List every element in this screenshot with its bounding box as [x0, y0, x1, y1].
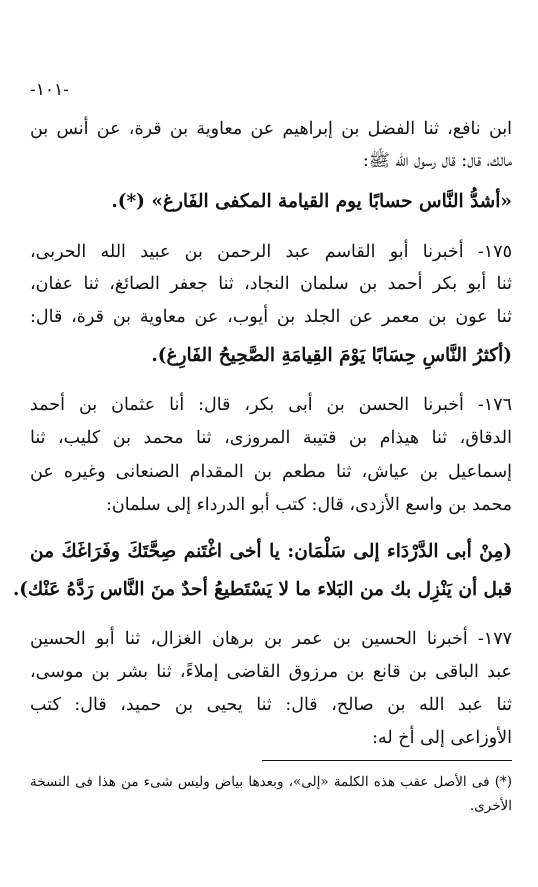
body-line: الأوزاعى إلى أخ له: [372, 728, 512, 748]
body-line: ١٧٥- أخبرنا أبو القاسم عبد الرحمن بن عبيد الله الحربى، [30, 242, 512, 262]
body-line: ثنا أبو بكر أحمد بن سلمان النجاد، ثنا جعفر الصائغ، ثنا عفان، [30, 274, 512, 294]
athar-quote: (أكثرُ النَّاسِ حِسَابًا يَوْمَ القِيامَةِ الصَّحِيحُ الفَارِغ). [151, 345, 512, 366]
body-line: إسماعيل بن عياش، ثنا مطعم بن المقدام الصنعانى وغيره عن [30, 462, 512, 482]
body-line: ثنا عبد الله بن صالح، قال: ثنا يحيى بن حميد، قال: كتب [30, 695, 512, 715]
body-line: الدقاق، ثنا هيذام بن قتيبة المروزى، ثنا محمد بن كليب، ثنا [30, 428, 512, 448]
body-line: ١٧٧- أخبرنا الحسين بن عمر بن برهان الغزال، ثنا أبو الحسين [30, 629, 512, 649]
body-line: ثنا عون بن معمر عن الجلد بن أيوب، عن معاوية بن قرة، قال: [30, 307, 512, 327]
body-line: محمد بن واسع الأزدى، قال: كتب أبو الدرداء إلى سلمان: [106, 495, 512, 515]
letter-quote: قبل أن يَنْزِل بك من البَلاء ما لا يَسْتَطيعُ أحدٌ منَ النَّاس رَدَّهُ عَنْك). [12, 579, 512, 600]
letter-quote: (مِنْ أبى الدَّرْدَاء إلى سَلْمَان: يا أخى اغْتَنم صِحَّتَكَ وفَرَاغَكَ من [30, 541, 512, 562]
body-line: ابن نافع، ثنا الفضل بن إبراهيم عن معاوية بن قرة، عن أنس بن [30, 119, 512, 139]
page-number: -١٠١- [30, 80, 69, 100]
footnote-line: الأخرى. [469, 798, 512, 814]
body-line: عبد الباقى بن قانع بن مرزوق القاضى إملاءً، ثنا بشر بن موسى، [30, 662, 512, 682]
body-line: ١٧٦- أخبرنا الحسن بن أبى بكر، قال: أنا عثمان بن أحمد [30, 395, 512, 415]
footnote-divider [262, 760, 512, 761]
footnote-line: (*) فى الأصل عقب هذه الكلمة «إلى»، وبعدها بياض وليس شىء من هذا فى النسخة [30, 774, 512, 790]
body-line: مالك، قال: قال رسول الله ﷺ: [362, 151, 512, 171]
hadith-quote: «أشدُّ النَّاس حسابًا يوم القيامة المكفى الفَارغ» (*). [111, 191, 512, 212]
